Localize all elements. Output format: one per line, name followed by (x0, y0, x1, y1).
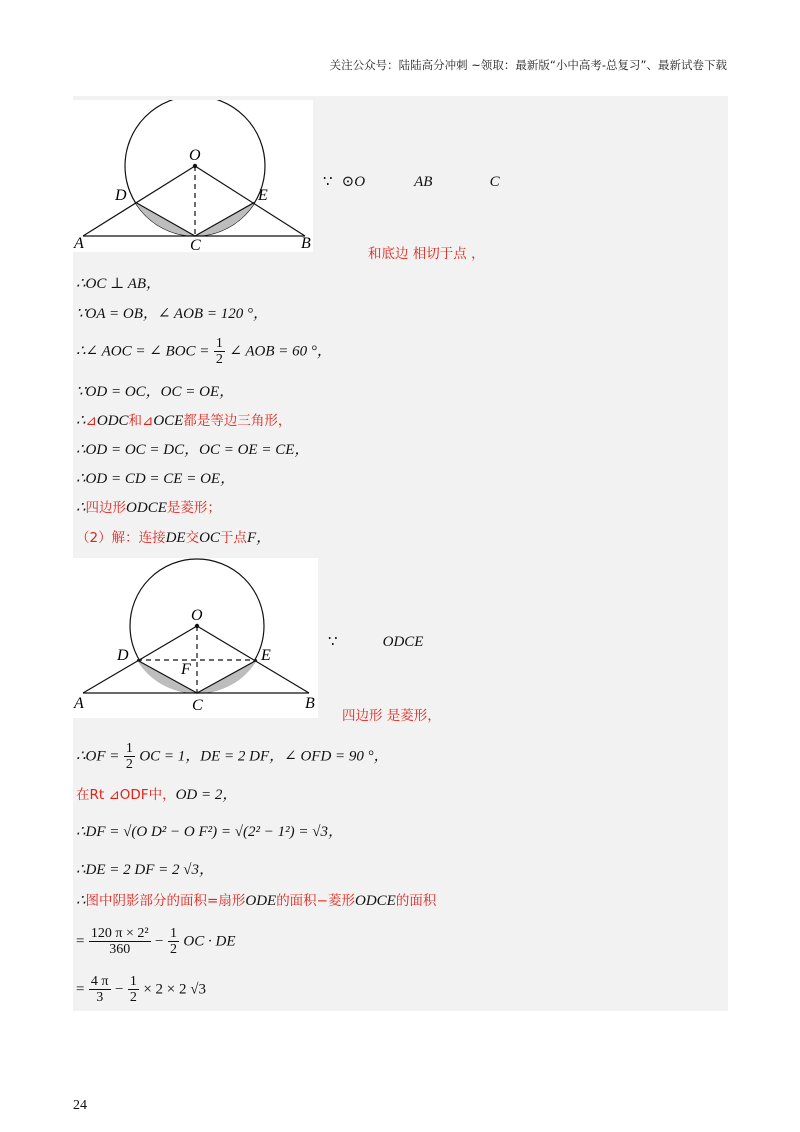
line-13: ∴DE = 2 DF = 2 √3， (76, 862, 215, 878)
figure-2-svg (73, 558, 318, 718)
label-D: D (117, 647, 129, 664)
line-5: ∴⊿ODC和⊿OCE都是等边三角形， (76, 413, 292, 429)
line-3: ∴∠ AOC = ∠ BOC = $\frac{1}{2}$ ∠ AOB = 60 °， (76, 336, 332, 367)
label-B: B (305, 695, 315, 712)
label-O: O (189, 147, 201, 164)
line-2: ∵OA = OB，∠ AOB = 120 °， (76, 306, 268, 322)
fraction-4pi-3: $\frac{4 \pi}{3}$ (90, 974, 109, 1005)
fraction-half: $\frac{1}{2}$ (125, 741, 133, 772)
fraction-half: $\frac{1}{2}$ (215, 336, 223, 367)
geometry-figure-2 (73, 558, 318, 718)
line-8: ∴四边形ODCE是菱形； (76, 500, 221, 516)
side-note-2: ∵ ODCE (328, 634, 424, 650)
line-15: = $\frac{\text{120 π × 2²}}{360}$ − $\frac{1}{2}$ OC · DE (76, 926, 236, 957)
label-E: E (258, 187, 268, 204)
line-4: ∵OD = OC，OC = OE， (76, 384, 235, 400)
line-16: = $\frac{4 \pi}{3}$ − $\frac{1}{2}$ × 2 × 2 √3 (76, 974, 206, 1005)
figure-1-svg (73, 100, 313, 252)
line-12: ∴DF = √(O D² − O F²) = √(2² − 1²) = √3， (76, 824, 343, 840)
label-A: A (74, 695, 84, 712)
line-10: ∴OF = $\frac{1}{2}$ OC = 1，DE = 2 DF，∠ OFD = 90 °， (76, 741, 389, 772)
label-E: E (261, 647, 271, 664)
fraction-half: $\frac{1}{2}$ (129, 974, 137, 1005)
line-7: ∴OD = CD = CE = OE， (76, 471, 236, 487)
line-11: 在Rt ⊿ODF中，OD = 2， (76, 787, 238, 803)
fraction-half: $\frac{1}{2}$ (169, 926, 177, 957)
label-F: F (181, 661, 191, 678)
page-header: 关注公众号：陆陆高分冲刺 ~领取：最新版“小中高考-总复习”、最新试卷下载 (329, 58, 727, 72)
line-14: ∴图中阴影部分的面积=扇形ODE的面积−菱形ODCE的面积 (76, 893, 437, 909)
line-6: ∴OD = OC = DC，OC = OE = CE， (76, 442, 310, 458)
line-1: ∴OC ⊥ AB， (76, 276, 162, 292)
page-number: 24 (73, 1098, 87, 1113)
fraction-sector: $\frac{\text{120 π × 2²}}{360}$ (90, 926, 149, 957)
side-note-2-red: 四边形 是菱形， (342, 708, 441, 724)
label-B: B (301, 235, 311, 252)
label-D: D (115, 187, 127, 204)
line-9: （2）解：连接DE交OC于点F， (76, 530, 272, 546)
geometry-figure-1 (73, 100, 313, 252)
side-note-1-red: 和底边 相切于点 ， (368, 246, 485, 262)
label-C: C (192, 697, 203, 714)
label-A: A (74, 235, 84, 252)
side-note-1: ∵ ⊙O AB C (323, 174, 500, 190)
label-C: C (190, 237, 201, 252)
label-O: O (191, 607, 203, 624)
